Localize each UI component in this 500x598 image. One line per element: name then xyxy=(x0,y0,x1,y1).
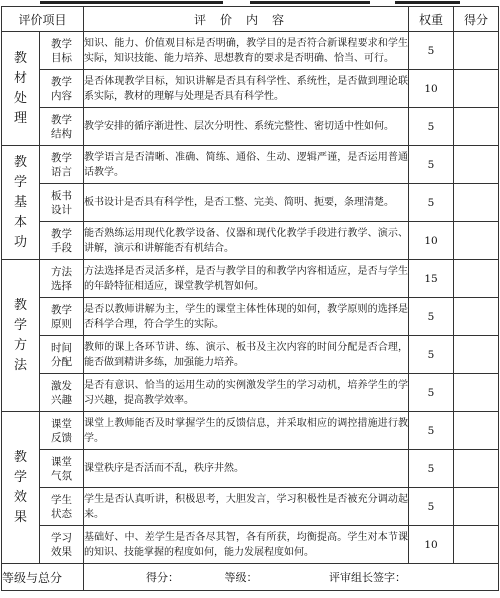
subitem-line: 气氛 xyxy=(51,469,72,482)
subitem-cell xyxy=(40,412,84,450)
category-char: 教 xyxy=(13,297,27,313)
subitem-line: 分配 xyxy=(51,355,72,368)
criteria-cell: 教学语言是否清晰、准确、简练、通俗、生动、逻辑严谨，是否运用普通话教学。 xyxy=(84,146,409,184)
table-row xyxy=(2,184,499,222)
table-row xyxy=(2,222,499,260)
subitem-cell xyxy=(40,222,84,260)
score-input-cell[interactable] xyxy=(454,108,499,146)
score-input-cell[interactable] xyxy=(454,222,499,260)
criteria-cell: 课堂秩序是否活而不乱，秩序井然。 xyxy=(84,450,409,488)
weight-cell: 5 xyxy=(409,32,454,70)
subitem-line: 教学 xyxy=(51,151,72,164)
weight-cell: 5 xyxy=(409,184,454,222)
subitem-line: 板书 xyxy=(51,189,72,202)
score-input-cell[interactable] xyxy=(454,450,499,488)
footer-grade-label: 等级： xyxy=(224,571,258,584)
header-row xyxy=(2,7,499,32)
table-row xyxy=(2,32,499,70)
category-cell xyxy=(2,32,40,146)
criteria-cell: 是否有意识、恰当的运用生动的实例激发学生的学习动机，培养学生的学习兴趣，提高教学效率。 xyxy=(84,374,409,412)
top-edge-lines xyxy=(0,0,500,5)
weight-cell: 5 xyxy=(409,146,454,184)
criteria-cell: 是否以教师讲解为主，学生的课堂主体性体现的如何，教学原则的选择是否科学合理，符合学生的实际。 xyxy=(84,298,409,336)
criteria-cell: 教学安排的循序渐进性、层次分明性、系统完整性、密切适中性如何。 xyxy=(84,108,409,146)
category-char: 果 xyxy=(13,509,27,525)
weight-cell: 10 xyxy=(409,70,454,108)
subitem-line: 选择 xyxy=(51,279,72,292)
weight-cell: 5 xyxy=(409,336,454,374)
subitem-line: 教学 xyxy=(51,75,72,88)
score-input-cell[interactable] xyxy=(454,374,499,412)
category-char: 方 xyxy=(13,337,27,353)
weight-cell: 5 xyxy=(409,450,454,488)
footer-row xyxy=(2,564,499,591)
table-row xyxy=(2,374,499,412)
weight-cell: 5 xyxy=(409,298,454,336)
subitem-cell xyxy=(40,184,84,222)
subitem-line: 原则 xyxy=(51,317,72,330)
subitem-line: 设计 xyxy=(51,203,72,216)
criteria-cell: 学生是否认真听讲，积极思考，大胆发言，学习积极性是否被充分调动起来。 xyxy=(84,488,409,526)
category-cell xyxy=(2,260,40,412)
subitem-line: 教学 xyxy=(51,303,72,316)
score-input-cell[interactable] xyxy=(454,70,499,108)
footer-label: 等级与总分 xyxy=(2,564,84,591)
table-row xyxy=(2,70,499,108)
criteria-cell: 知识、能力、价值观目标是否明确，教学目的是否符合新课程要求和学生实际，知识技能、能力培养、思想教育的要求是否明确、恰当、可行。 xyxy=(84,32,409,70)
criteria-cell: 基础好、中、差学生是否各尽其智，各有所获，均衡提高。学生对本节课的知识、技能掌握的程度如何，能力发展程度如何。 xyxy=(84,526,409,564)
score-input-cell[interactable] xyxy=(454,298,499,336)
criteria-cell: 课堂上教师能否及时掌握学生的反馈信息，并采取相应的调控措施进行教学。 xyxy=(84,412,409,450)
category-char: 材 xyxy=(13,70,27,86)
table-row xyxy=(2,450,499,488)
footer-signature-label: 评审组长签字： xyxy=(329,571,407,584)
category-char: 功 xyxy=(13,234,27,250)
subitem-line: 课堂 xyxy=(51,417,72,430)
score-input-cell[interactable] xyxy=(454,32,499,70)
table-row xyxy=(2,526,499,564)
category-char: 教 xyxy=(13,154,27,170)
evaluation-table xyxy=(1,6,499,591)
criteria-cell: 是否体现教学目标，知识讲解是否具有科学性、系统性，是否做到理论联系实际，教材的理解与处理是否具有科学性。 xyxy=(84,70,409,108)
category-char: 教 xyxy=(13,449,27,465)
subitem-line: 学习 xyxy=(51,531,72,544)
table-row xyxy=(2,260,499,298)
subitem-cell xyxy=(40,108,84,146)
subitem-line: 教学 xyxy=(51,37,72,50)
criteria-cell: 教师的课上各环节讲、练、演示、板书及主次内容的时间分配是否合理，能否做到精讲多练，加强能力培养。 xyxy=(84,336,409,374)
weight-cell: 15 xyxy=(409,260,454,298)
table-row xyxy=(2,298,499,336)
score-input-cell[interactable] xyxy=(454,526,499,564)
subitem-cell xyxy=(40,260,84,298)
table-row xyxy=(2,108,499,146)
weight-cell: 5 xyxy=(409,108,454,146)
criteria-cell: 能否熟练运用现代化教学设备、仪器和现代化教学手段进行教学、演示、讲解，演示和讲解能否有机结合。 xyxy=(84,222,409,260)
footer-score-label: 得分： xyxy=(146,571,180,584)
weight-cell: 5 xyxy=(409,374,454,412)
category-char: 处 xyxy=(13,90,27,106)
subitem-line: 反馈 xyxy=(51,431,72,444)
criteria-cell: 板书设计是否具有科学性，是否工整、完美、简明、扼要，条理清楚。 xyxy=(84,184,409,222)
subitem-line: 兴趣 xyxy=(51,393,72,406)
subitem-line: 手段 xyxy=(51,241,72,254)
category-char: 教 xyxy=(13,50,27,66)
score-input-cell[interactable] xyxy=(454,488,499,526)
subitem-cell xyxy=(40,374,84,412)
weight-cell: 5 xyxy=(409,412,454,450)
table-row xyxy=(2,336,499,374)
footer-fields xyxy=(84,564,499,591)
category-char: 学 xyxy=(13,174,27,190)
table-row xyxy=(2,146,499,184)
subitem-cell xyxy=(40,70,84,108)
subitem-line: 目标 xyxy=(51,51,72,64)
table-row xyxy=(2,412,499,450)
subitem-line: 效果 xyxy=(51,545,72,558)
category-char: 基 xyxy=(13,194,27,210)
subitem-line: 结构 xyxy=(51,127,72,140)
score-input-cell[interactable] xyxy=(454,412,499,450)
subitem-line: 课堂 xyxy=(51,455,72,468)
weight-cell: 10 xyxy=(409,222,454,260)
subitem-line: 语言 xyxy=(51,165,72,178)
subitem-cell xyxy=(40,488,84,526)
category-char: 理 xyxy=(13,110,27,126)
subitem-cell xyxy=(40,298,84,336)
category-cell xyxy=(2,412,40,564)
subitem-line: 时间 xyxy=(51,341,72,354)
subitem-line: 内容 xyxy=(51,89,72,102)
category-char: 法 xyxy=(13,357,27,373)
category-char: 学 xyxy=(13,469,27,485)
header-content: 评价内容 xyxy=(84,7,409,32)
weight-cell: 10 xyxy=(409,526,454,564)
header-item: 评价项目 xyxy=(2,7,84,32)
subitem-line: 方法 xyxy=(51,265,72,278)
subitem-cell xyxy=(40,526,84,564)
subitem-line: 教学 xyxy=(51,113,72,126)
category-char: 效 xyxy=(13,489,27,505)
category-char: 学 xyxy=(13,317,27,333)
subitem-cell xyxy=(40,336,84,374)
subitem-line: 学生 xyxy=(51,493,72,506)
subitem-line: 激发 xyxy=(51,379,72,392)
table-body xyxy=(2,32,499,564)
subitem-line: 教学 xyxy=(51,227,72,240)
category-cell xyxy=(2,146,40,260)
header-weight: 权重 xyxy=(409,7,454,32)
header-score: 得分 xyxy=(454,7,499,32)
score-input-cell[interactable] xyxy=(454,336,499,374)
table-row xyxy=(2,488,499,526)
weight-cell: 5 xyxy=(409,488,454,526)
category-char: 本 xyxy=(13,214,27,230)
subitem-line: 状态 xyxy=(51,507,72,520)
subitem-cell xyxy=(40,32,84,70)
subitem-cell xyxy=(40,146,84,184)
criteria-cell: 方法选择是否灵活多样，是否与教学目的和教学内容相适应，是否与学生的年龄特征相适应，课堂教学机智如何。 xyxy=(84,260,409,298)
subitem-cell xyxy=(40,450,84,488)
score-input-cell[interactable] xyxy=(454,184,499,222)
score-input-cell[interactable] xyxy=(454,260,499,298)
score-input-cell[interactable] xyxy=(454,146,499,184)
